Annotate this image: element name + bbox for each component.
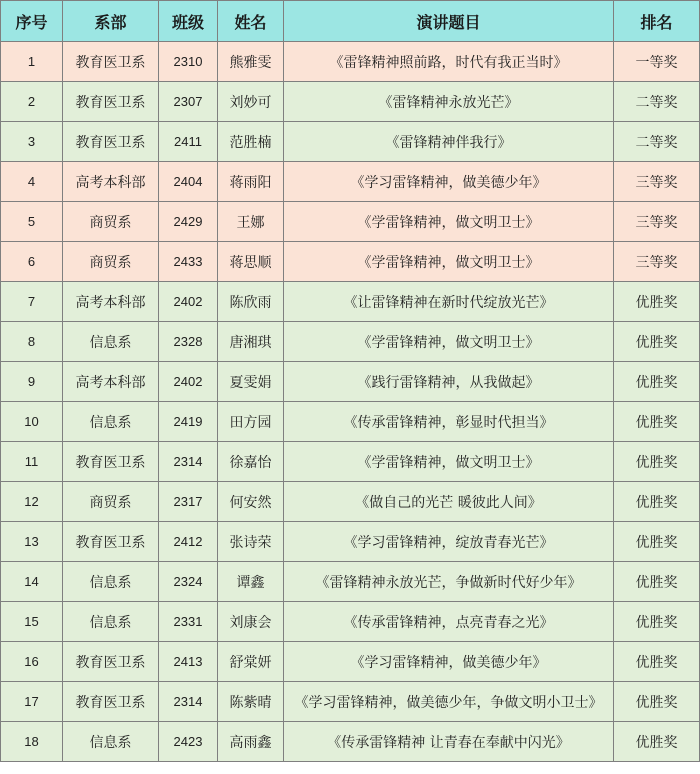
- header-row: [1, 1, 700, 42]
- cell-dept: 教育医卫系: [63, 82, 159, 122]
- cell-title: 《雷锋精神永放光芒》: [284, 82, 614, 122]
- cell-no: 14: [1, 562, 63, 602]
- cell-dept: 教育医卫系: [63, 122, 159, 162]
- cell-rank: 优胜奖: [614, 522, 700, 562]
- cell-name: 蒋思顺: [218, 242, 284, 282]
- table-row: [1, 602, 700, 642]
- cell-no: 15: [1, 602, 63, 642]
- cell-class: 2328: [159, 322, 218, 362]
- cell-class: 2314: [159, 442, 218, 482]
- cell-dept: 教育医卫系: [63, 642, 159, 682]
- header-rank: 排名: [614, 1, 700, 42]
- table-row: [1, 322, 700, 362]
- cell-title: 《做自己的光芒 暖彼此人间》: [284, 482, 614, 522]
- table-body: [1, 42, 700, 762]
- cell-rank: 优胜奖: [614, 442, 700, 482]
- cell-rank: 三等奖: [614, 242, 700, 282]
- cell-class: 2429: [159, 202, 218, 242]
- cell-class: 2404: [159, 162, 218, 202]
- cell-title: 《传承雷锋精神，彰显时代担当》: [284, 402, 614, 442]
- cell-name: 陈欣雨: [218, 282, 284, 322]
- table-row: [1, 202, 700, 242]
- cell-title: 《雷锋精神永放光芒，争做新时代好少年》: [284, 562, 614, 602]
- cell-class: 2411: [159, 122, 218, 162]
- cell-dept: 商贸系: [63, 242, 159, 282]
- cell-name: 刘妙可: [218, 82, 284, 122]
- cell-title: 《学雷锋精神，做文明卫士》: [284, 202, 614, 242]
- cell-no: 12: [1, 482, 63, 522]
- cell-rank: 优胜奖: [614, 282, 700, 322]
- cell-title: 《学习雷锋精神，做美德少年，争做文明小卫士》: [284, 682, 614, 722]
- table-row: [1, 522, 700, 562]
- cell-rank: 优胜奖: [614, 602, 700, 642]
- table-row: [1, 362, 700, 402]
- cell-title: 《学习雷锋精神，做美德少年》: [284, 162, 614, 202]
- table-row: [1, 482, 700, 522]
- cell-dept: 高考本科部: [63, 162, 159, 202]
- cell-class: 2412: [159, 522, 218, 562]
- cell-dept: 教育医卫系: [63, 522, 159, 562]
- cell-rank: 优胜奖: [614, 682, 700, 722]
- cell-class: 2413: [159, 642, 218, 682]
- cell-no: 18: [1, 722, 63, 762]
- cell-rank: 优胜奖: [614, 722, 700, 762]
- cell-class: 2310: [159, 42, 218, 82]
- table-row: [1, 82, 700, 122]
- table-row: [1, 442, 700, 482]
- cell-rank: 三等奖: [614, 162, 700, 202]
- table-row: [1, 682, 700, 722]
- cell-name: 张诗荣: [218, 522, 284, 562]
- table-row: [1, 562, 700, 602]
- cell-dept: 信息系: [63, 402, 159, 442]
- cell-dept: 信息系: [63, 722, 159, 762]
- cell-rank: 优胜奖: [614, 482, 700, 522]
- cell-class: 2402: [159, 362, 218, 402]
- cell-rank: 优胜奖: [614, 562, 700, 602]
- cell-no: 13: [1, 522, 63, 562]
- cell-name: 蒋雨阳: [218, 162, 284, 202]
- cell-no: 5: [1, 202, 63, 242]
- cell-no: 6: [1, 242, 63, 282]
- cell-rank: 优胜奖: [614, 402, 700, 442]
- cell-title: 《学雷锋精神，做文明卫士》: [284, 322, 614, 362]
- cell-title: 《学雷锋精神，做文明卫士》: [284, 242, 614, 282]
- cell-dept: 高考本科部: [63, 282, 159, 322]
- cell-name: 王娜: [218, 202, 284, 242]
- cell-class: 2317: [159, 482, 218, 522]
- header-class: 班级: [159, 1, 218, 42]
- cell-dept: 高考本科部: [63, 362, 159, 402]
- cell-dept: 教育医卫系: [63, 442, 159, 482]
- cell-rank: 二等奖: [614, 122, 700, 162]
- cell-dept: 商贸系: [63, 482, 159, 522]
- header-dept: 系部: [63, 1, 159, 42]
- cell-class: 2314: [159, 682, 218, 722]
- cell-name: 熊雅雯: [218, 42, 284, 82]
- cell-title: 《践行雷锋精神，从我做起》: [284, 362, 614, 402]
- cell-name: 徐嘉怡: [218, 442, 284, 482]
- table-row: [1, 122, 700, 162]
- cell-dept: 信息系: [63, 602, 159, 642]
- cell-title: 《学习雷锋精神，绽放青春光芒》: [284, 522, 614, 562]
- cell-no: 3: [1, 122, 63, 162]
- cell-no: 10: [1, 402, 63, 442]
- cell-rank: 二等奖: [614, 82, 700, 122]
- cell-class: 2402: [159, 282, 218, 322]
- cell-name: 唐湘琪: [218, 322, 284, 362]
- cell-rank: 一等奖: [614, 42, 700, 82]
- table-row: [1, 162, 700, 202]
- cell-dept: 商贸系: [63, 202, 159, 242]
- cell-name: 范胜楠: [218, 122, 284, 162]
- table-row: [1, 402, 700, 442]
- cell-rank: 优胜奖: [614, 322, 700, 362]
- cell-name: 何安然: [218, 482, 284, 522]
- cell-no: 7: [1, 282, 63, 322]
- cell-class: 2419: [159, 402, 218, 442]
- table-row: [1, 642, 700, 682]
- header-title: 演讲题目: [284, 1, 614, 42]
- cell-no: 2: [1, 82, 63, 122]
- cell-title: 《让雷锋精神在新时代绽放光芒》: [284, 282, 614, 322]
- cell-no: 17: [1, 682, 63, 722]
- cell-no: 16: [1, 642, 63, 682]
- cell-no: 4: [1, 162, 63, 202]
- cell-title: 《传承雷锋精神，点亮青春之光》: [284, 602, 614, 642]
- cell-dept: 教育医卫系: [63, 682, 159, 722]
- table-row: [1, 722, 700, 762]
- cell-class: 2331: [159, 602, 218, 642]
- table-row: [1, 242, 700, 282]
- cell-class: 2324: [159, 562, 218, 602]
- cell-title: 《传承雷锋精神 让青春在奉献中闪光》: [284, 722, 614, 762]
- cell-class: 2307: [159, 82, 218, 122]
- table-row: [1, 282, 700, 322]
- cell-no: 8: [1, 322, 63, 362]
- header-name: 姓名: [218, 1, 284, 42]
- cell-name: 舒棠妍: [218, 642, 284, 682]
- cell-no: 11: [1, 442, 63, 482]
- cell-dept: 信息系: [63, 322, 159, 362]
- cell-title: 《学雷锋精神，做文明卫士》: [284, 442, 614, 482]
- cell-title: 《雷锋精神伴我行》: [284, 122, 614, 162]
- cell-title: 《学习雷锋精神，做美德少年》: [284, 642, 614, 682]
- cell-class: 2423: [159, 722, 218, 762]
- cell-dept: 教育医卫系: [63, 42, 159, 82]
- cell-no: 1: [1, 42, 63, 82]
- cell-dept: 信息系: [63, 562, 159, 602]
- cell-no: 9: [1, 362, 63, 402]
- cell-name: 刘康会: [218, 602, 284, 642]
- cell-name: 陈紫晴: [218, 682, 284, 722]
- table-row: [1, 42, 700, 82]
- cell-rank: 三等奖: [614, 202, 700, 242]
- header-no: 序号: [1, 1, 63, 42]
- cell-name: 夏雯娟: [218, 362, 284, 402]
- cell-name: 高雨鑫: [218, 722, 284, 762]
- cell-class: 2433: [159, 242, 218, 282]
- cell-name: 田方园: [218, 402, 284, 442]
- cell-title: 《雷锋精神照前路，时代有我正当时》: [284, 42, 614, 82]
- cell-rank: 优胜奖: [614, 362, 700, 402]
- cell-rank: 优胜奖: [614, 642, 700, 682]
- cell-name: 谭鑫: [218, 562, 284, 602]
